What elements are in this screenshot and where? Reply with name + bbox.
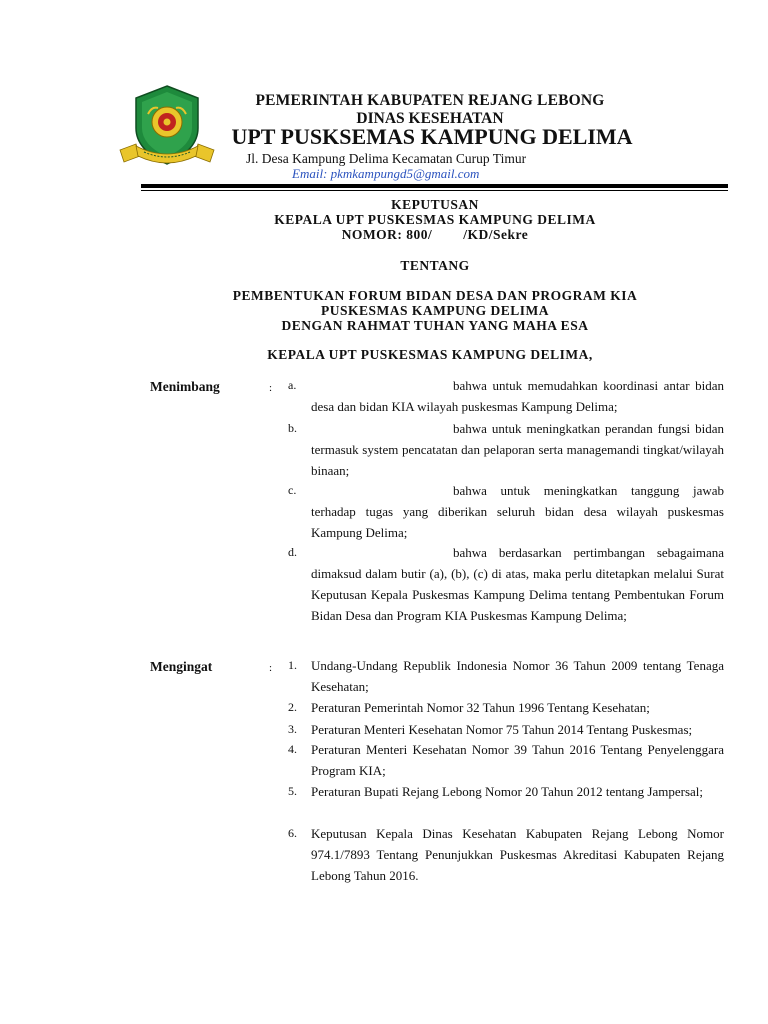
mengingat-key-1: 1. xyxy=(288,658,297,672)
mengingat-key-2: 2. xyxy=(288,700,297,714)
menimbang-text-a: bahwa untuk memudahkan koordinasi antar bidan desa dan bidan KIA wilayah puskesmas Kampung Delima; xyxy=(311,378,724,414)
section-colon-menimbang: : xyxy=(269,382,273,394)
letterhead-email: Email: pkmkampungd5@gmail.com xyxy=(292,166,480,181)
mengingat-text-3: Peraturan Menteri Kesehatan Nomor 75 Tahun 2014 Tentang Puskesmas; xyxy=(311,722,693,737)
mengingat-key-5: 5. xyxy=(288,784,297,798)
mengingat-text-1: Undang-Undang Republik Indonesia Nomor 36 Tahun 2009 tentang Tenaga Kesehatan; xyxy=(311,658,724,694)
menimbang-text-b: bahwa untuk meningkatkan perandan fungsi bidan termasuk system pencatatan dan pelaporan serta managemandi tingkat/wilayah binaan; xyxy=(311,421,724,478)
mengingat-text-2: Peraturan Pemerintah Nomor 32 Tahun 1996 Tentang Kesehatan; xyxy=(311,700,650,715)
decree-number: NOMOR: 800/ /KD/Sekre xyxy=(341,227,529,242)
menimbang-key-d: d. xyxy=(288,545,297,559)
decree-tentang: TENTANG xyxy=(400,258,470,273)
letterhead-department: DINAS KESEHATAN xyxy=(356,110,504,127)
letterhead-institution: UPT PUSKSEMAS KAMPUNG DELIMA xyxy=(231,124,633,149)
menimbang-key-c: c. xyxy=(288,483,297,497)
menimbang-text-c: bahwa untuk meningkatkan tanggung jawab terhadap tugas yang diberikan seluruh bidan desa wilayah puskesmas Kampung Delima; xyxy=(311,483,724,540)
section-label-mengingat: Mengingat xyxy=(150,659,213,674)
menimbang-key-b: b. xyxy=(288,421,297,435)
decree-subject-line2: PUSKESMAS KAMPUNG DELIMA xyxy=(320,303,549,318)
section-label-menimbang: Menimbang xyxy=(150,379,220,394)
mengingat-text-5: Peraturan Bupati Rejang Lebong Nomor 20 Tahun 2012 tentang Jampersal; xyxy=(311,784,704,799)
letterhead-rule-thin xyxy=(141,190,728,191)
section-colon-mengingat: : xyxy=(269,662,273,674)
mengingat-key-6: 6. xyxy=(288,826,297,840)
decree-signer: KEPALA UPT PUSKESMAS KAMPUNG DELIMA, xyxy=(267,347,593,362)
letterhead-address: Jl. Desa Kampung Delima Kecamatan Curup Timur xyxy=(246,151,527,166)
decree-issuer: KEPALA UPT PUSKESMAS KAMPUNG DELIMA xyxy=(274,212,596,227)
menimbang-key-a: a. xyxy=(288,378,297,392)
menimbang-text-d: bahwa berdasarkan pertimbangan sebagaimana dimaksud dalam butir (a), (b), (c) di atas, maka perlu ditetapkan melalui Surat Keputusan Kepala Puskesmas Kampung Delima tentang Pembentukan Forum Bidan Desa dan Program KIA Puskesmas Kampung Delima; xyxy=(311,545,724,623)
decree-subject-line1: PEMBENTUKAN FORUM BIDAN DESA DAN PROGRAM KIA xyxy=(232,288,638,303)
decree-subject-line3: DENGAN RAHMAT TUHAN YANG MAHA ESA xyxy=(281,318,589,333)
mengingat-text-4: Peraturan Menteri Kesehatan Nomor 39 Tahun 2016 Tentang Penyelenggara Program KIA; xyxy=(311,742,724,778)
mengingat-key-4: 4. xyxy=(288,742,297,756)
regency-emblem-icon xyxy=(118,84,216,168)
letterhead-government: PEMERINTAH KABUPATEN REJANG LEBONG xyxy=(255,92,605,109)
decree-title: KEPUTUSAN xyxy=(391,197,479,212)
mengingat-key-3: 3. xyxy=(288,722,297,736)
letterhead-rule-thick xyxy=(141,184,728,188)
mengingat-text-6: Keputusan Kepala Dinas Kesehatan Kabupaten Rejang Lebong Nomor 974.1/7893 Tentang Penunjukkan Puskesmas Akreditasi Kabupaten Rejang Lebong Tahun 2016. xyxy=(311,826,724,883)
